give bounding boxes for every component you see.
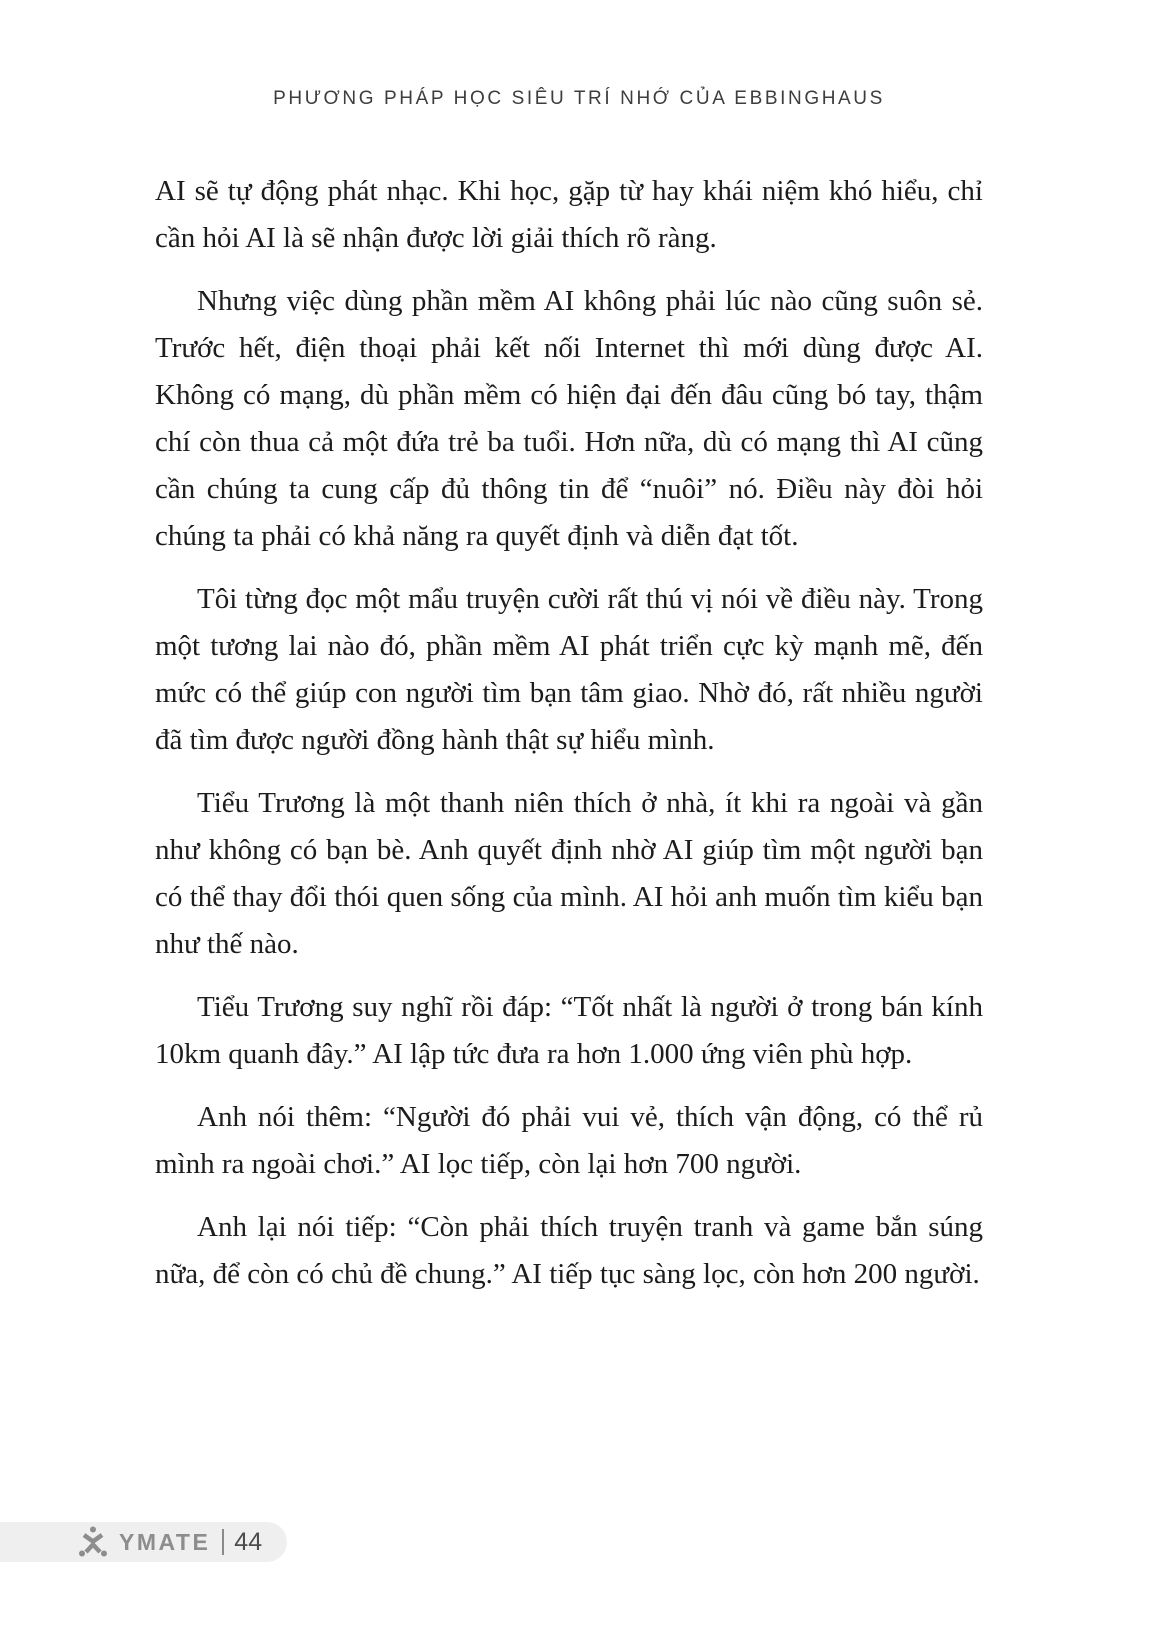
running-header-title: PHƯƠNG PHÁP HỌC SIÊU TRÍ NHỚ CỦA EBBINGHAUS <box>273 88 885 109</box>
paragraph: AI sẽ tự động phát nhạc. Khi học, gặp từ hay khái niệm khó hiểu, chỉ cần hỏi AI là sẽ nhận được lời giải thích rõ ràng. <box>155 175 983 254</box>
paragraph: Nhưng việc dùng phần mềm AI không phải lúc nào cũng suôn sẻ. Trước hết, điện thoại phải kết nối Internet thì mới dùng được AI. Không có mạng, dù phần mềm có hiện đại đến đâu cũng bó tay, thậm chí còn thua cả một đứa trẻ ba tuổi. Hơn nữa, dù có mạng thì AI cũng cần chúng ta cung cấp đủ thông tin để “nuôi” nó. Điều này đòi hỏi chúng ta phải có khả năng ra quyết định và diễn đạt tốt. <box>155 285 983 552</box>
paragraph: Anh nói thêm: “Người đó phải vui vẻ, thích vận động, có thể rủ mình ra ngoài chơi.” AI lọc tiếp, còn lại hơn 700 người. <box>155 1101 983 1180</box>
page-number: 44 <box>234 1527 263 1556</box>
footer-page-badge <box>0 1522 287 1562</box>
paragraph: Tôi từng đọc một mẩu truyện cười rất thú vị nói về điều này. Trong một tương lai nào đó, phần mềm AI phát triển cực kỳ mạnh mẽ, đến mức có thể giúp con người tìm bạn tâm giao. Nhờ đó, rất nhiều người đã tìm được người đồng hành thật sự hiểu mình. <box>155 583 983 756</box>
ymate-logo-icon <box>76 1525 110 1559</box>
paragraph: Tiểu Trương suy nghĩ rồi đáp: “Tốt nhất là người ở trong bán kính 10km quanh đây.” AI lập tức đưa ra hơn 1.000 ứng viên phù hợp. <box>155 991 983 1070</box>
paragraph: Tiểu Trương là một thanh niên thích ở nhà, ít khi ra ngoài và gần như không có bạn bè. Anh quyết định nhờ AI giúp tìm một người bạn có thể thay đổi thói quen sống của mình. AI hỏi anh muốn tìm kiểu bạn như thế nào. <box>155 787 983 960</box>
footer-divider <box>222 1529 224 1555</box>
page-body-text <box>155 168 983 1314</box>
paragraph: Anh lại nói tiếp: “Còn phải thích truyện tranh và game bắn súng nữa, để còn có chủ đề chung.” AI tiếp tục sàng lọc, còn hơn 200 người. <box>155 1211 983 1290</box>
footer-brand-label: YMATE <box>119 1528 211 1555</box>
